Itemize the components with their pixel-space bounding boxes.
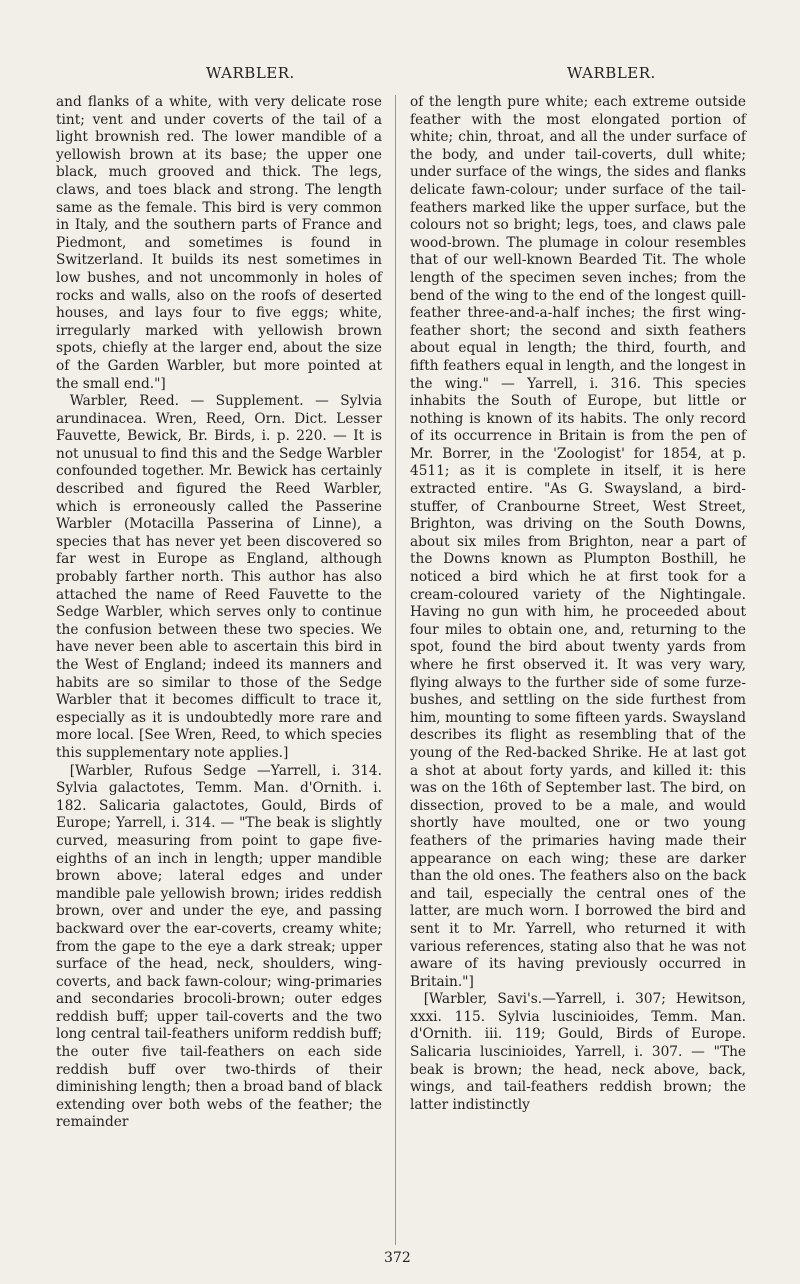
left-column <box>56 94 382 1132</box>
paragraph: and flanks of a white, with very delicate rose tint; vent and under coverts of the tail of a light brownish red. The lower mandible of a yellowish brown at its base; the upper one black, much grooved and thick. The legs, claws, and toes black and strong. The length same as the female. This bird is very common in Italy, and the southern parts of France and Piedmont, and sometimes is found in Switzerland. It builds its nest sometimes in low bushes, and not uncommonly in holes of rocks and walls, also on the roofs of deserted houses, and lays four to five eggs; white, irregularly marked with yellowish brown spots, chiefly at the larger end, about the size of the Garden Warbler, but more pointed at the small end."] <box>56 94 382 392</box>
running-head-left: WARBLER. <box>206 64 295 82</box>
paragraph: [Warbler, Rufous Sedge —Yarrell, i. 314. Sylvia galactotes, Temm. Man. d'Ornith. i. 182. Salicaria galactotes, Gould, Birds of Europe; Yarrell, i. 314. — "The beak is slightly curved, measuring from point to gape five-eighths of an inch in length; upper mandible brown above; lateral edges and under mandible pale yellowish brown; irides reddish brown, over and under the eye, and passing backward over the ear-coverts, creamy white; from the gape to the eye a dark streak; upper surface of the head, neck, shoulders, wing-coverts, and back fawn-colour; wing-primaries and secondaries brocoli-brown; outer edges reddish buff; upper tail-coverts and the two long central tail-feathers uniform reddish buff; the outer five tail-feathers on each side reddish buff over two-thirds of their diminishing length; then a broad band of black extending over both webs of the feather; the remainder <box>56 762 382 1131</box>
paragraph: of the length pure white; each extreme outside feather with the most elongated portion of white; chin, throat, and all the under surface of the body, and under tail-coverts, dull white; under surface of the wings, the sides and flanks delicate fawn-colour; under surface of the tail-feathers marked like the upper surface, but the colours not so bright; legs, toes, and claws pale wood-brown. The plumage in colour resembles that of our well-known Bearded Tit. The whole length of the specimen seven inches; from the bend of the wing to the end of the longest quill-feather three-and-a-half inches; the first wing-feather short; the second and sixth feathers about equal in length; the third, fourth, and fifth feathers equal in length, and the longest in the wing." — Yarrell, i. 316. This species inhabits the South of Europe, but little or nothing is known of its habits. The only record of its occurrence in Britain is from the pen of Mr. Borrer, in the 'Zoologist' for 1854, at p. 4511; as it is complete in itself, it is here extracted entire. "As G. Swaysland, a bird-stuffer, of Cranbourne Street, West Street, Brighton, was driving on the South Downs, about six miles from Brighton, near a part of the Downs known as Plumpton Bosthill, he noticed a bird which he at first took for a cream-coloured variety of the Nightingale. Having no gun with him, he proceeded about four miles to obtain one, and, returning to the spot, found the bird about twenty yards from where he first observed it. It was very wary, flying always to the further side of some furze-bushes, and settling on the side furthest from him, mounting to some fifteen yards. Swaysland describes its flight as resembling that of the young of the Red-backed Shrike. He at last got a shot at about forty yards, and killed it: this was on the 16th of September last. The bird, on dissection, proved to be a male, and would shortly have moulted, one or two young feathers of the primaries having made their appearance on each wing; these are darker than the old ones. The feathers also on the back and tail, especially the central ones of the latter, are much worn. I borrowed the bird and sent it to Mr. Yarrell, who returned it with various references, stating also that he was not aware of its having previously occurred in Britain."] <box>410 94 746 990</box>
paragraph: Warbler, Reed. — Supplement. — Sylvia arundinacea. Wren, Reed, Orn. Dict. Lesser Fauvette, Bewick, Br. Birds, i. p. 220. — It is not unusual to find this and the Sedge Warbler confounded together. Mr. Bewick has certainly described and figured the Reed Warbler, which is erroneously called the Passerine Warbler (Motacilla Passerina of Linne), a species that has never yet been discovered so far west in Europe as England, although probably farther north. This author has also attached the name of Reed Fauvette to the Sedge Warbler, which serves only to continue the confusion between these two species. We have never been able to ascertain this bird in the West of England; indeed its manners and habits are so similar to those of the Sedge Warbler that it becomes difficult to trace it, especially as it is undoubtedly more rare and more local. [See Wren, Reed, to which species this supplementary note applies.] <box>56 393 382 761</box>
paragraph: [Warbler, Savi's.—Yarrell, i. 307; Hewitson, xxxi. 115. Sylvia luscinioides, Temm. Man. d'Ornith. iii. 119; Gould, Birds of Europe. Salicaria luscinioides, Yarrell, i. 307. — "The beak is brown; the head, neck above, back, wings, and tail-feathers reddish brown; the latter indistinctly <box>410 991 746 1113</box>
column-divider <box>395 95 396 1245</box>
right-column <box>410 94 746 1114</box>
page-number: 372 <box>384 1250 411 1266</box>
running-head-right: WARBLER. <box>567 64 656 82</box>
